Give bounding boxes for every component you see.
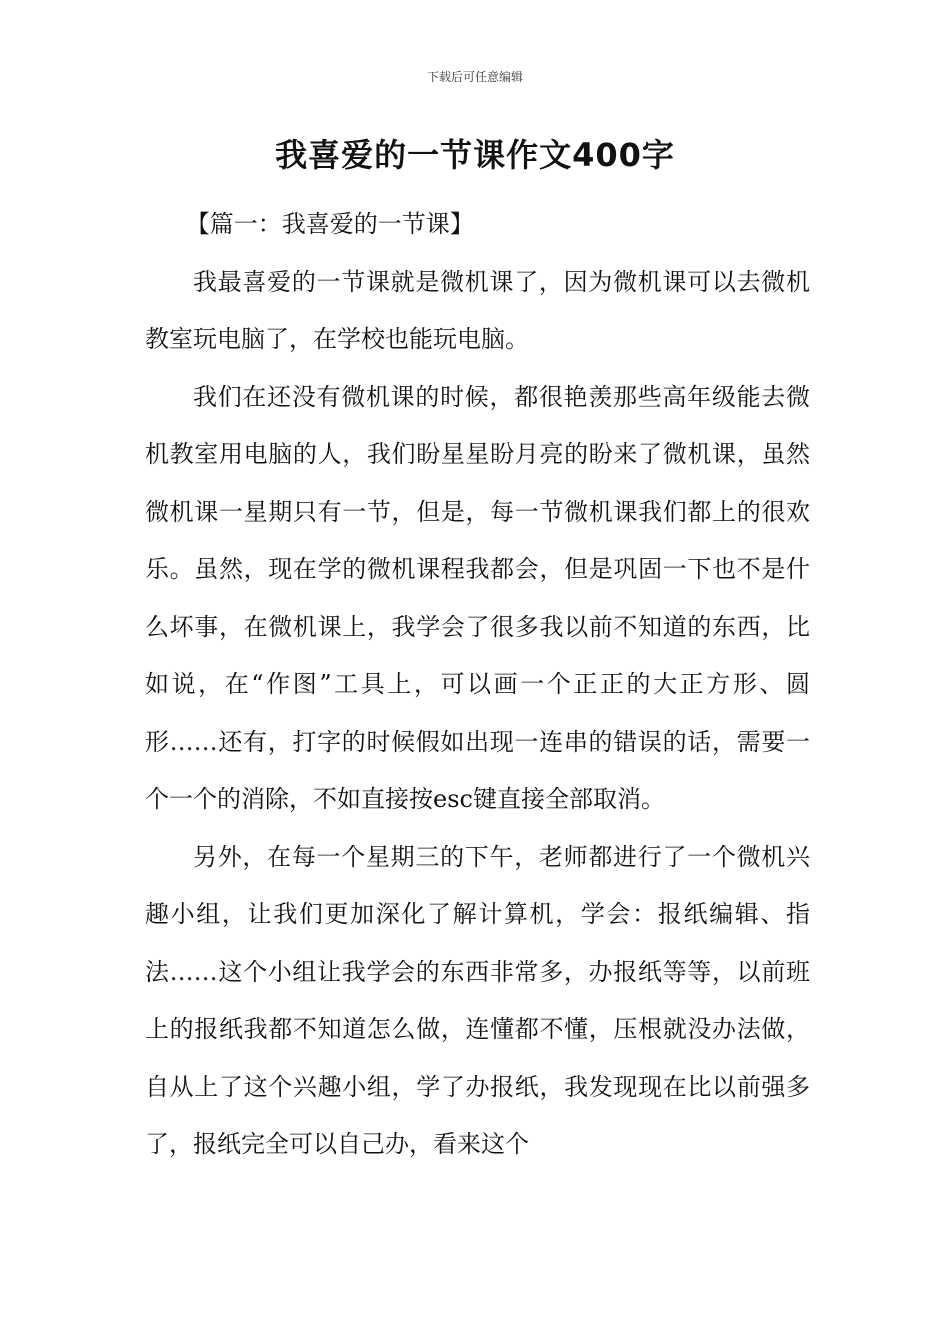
section-heading: 【篇一：我喜爱的一节课】 — [185, 210, 474, 238]
header-note: 下载后可任意编辑 — [426, 70, 523, 84]
document-title: 我喜爱的一节课作文400字 — [275, 136, 675, 174]
paragraph-3: 另外，在每一个星期三的下午，老师都进行了一个微机兴趣小组，让我们更加深化了解计算机，学会：报纸编辑、指法……这个小组让我学会的东西非常多，办报纸等等，以前班上的报纸我都不知道怎么做，连懂都不懂，压根就没办法做，自从上了这个兴趣小组，学了办报纸，我发现现在比以前强多了，报纸完全可以自己办，看来这个 — [145, 842, 810, 1158]
paragraph-1: 我最喜爱的一节课就是微机课了，因为微机课可以去微机教室玩电脑了，在学校也能玩电脑。 — [145, 267, 810, 353]
document-body — [145, 196, 810, 1174]
paragraph-2: 我们在还没有微机课的时候，都很艳羡那些高年级能去微机教室用电脑的人，我们盼星星盼月亮的盼来了微机课，虽然微机课一星期只有一节，但是，每一节微机课我们都上的很欢乐。虽然，现在学的微机课程我都会，但是巩固一下也不是什么坏事，在微机课上，我学会了很多我以前不知道的东西，比如说，在“作图”工具上，可以画一个正正的大正方形、圆形……还有，打字的时候假如出现一连串的错误的话，需要一个一个的消除，不如直接按esc键直接全部取消。 — [145, 382, 810, 813]
